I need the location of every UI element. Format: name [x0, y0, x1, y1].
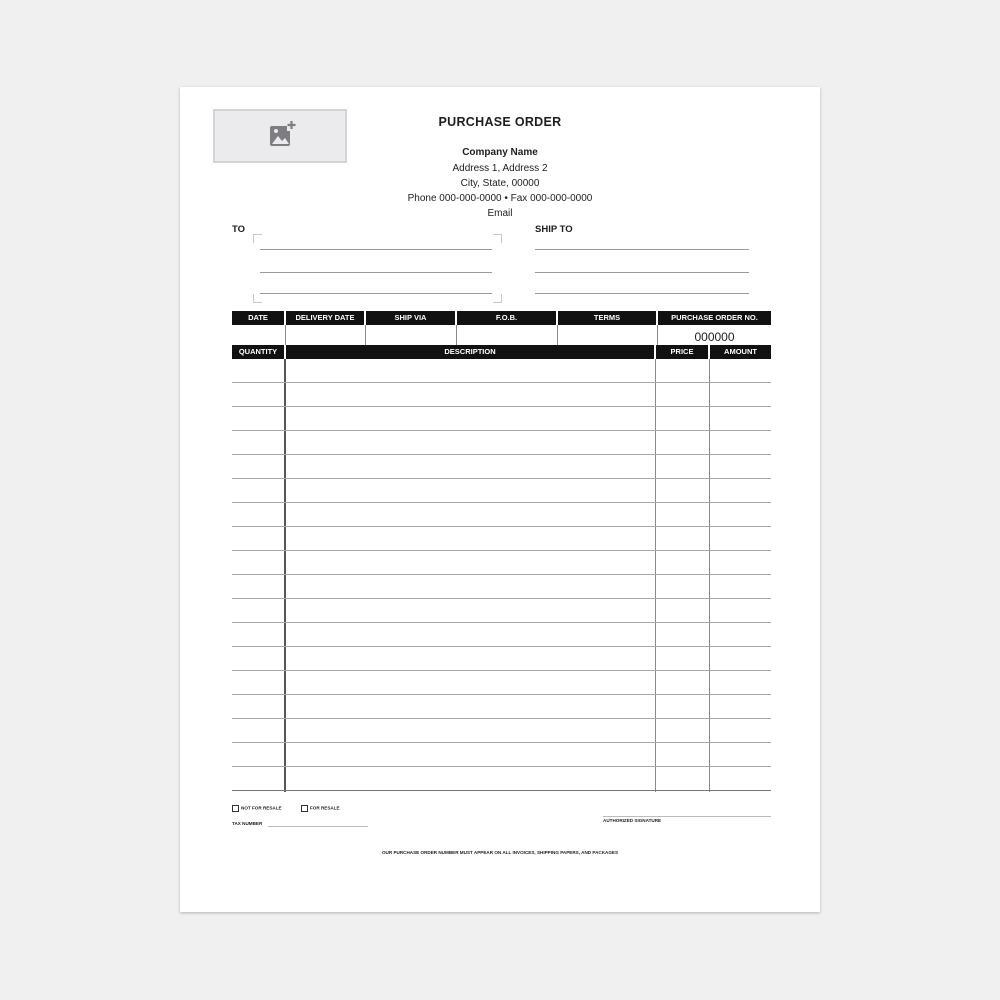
to-field-corner	[253, 294, 262, 303]
header-fob: F.O.B.	[457, 311, 556, 325]
po-number-value[interactable]: 000000	[694, 330, 735, 344]
cell-divider	[365, 325, 366, 345]
tax-number-label: TAX NUMBER	[232, 821, 263, 826]
for-resale-checkbox[interactable]	[301, 805, 308, 812]
header-ship-via: SHIP VIA	[366, 311, 455, 325]
ship-to-address-line[interactable]	[535, 249, 749, 250]
header-amount: AMOUNT	[710, 345, 771, 359]
line-item-row-rule	[232, 718, 771, 719]
authorized-signature-label: AUTHORIZED SIGNATURE	[603, 818, 662, 823]
po-notice: OUR PURCHASE ORDER NUMBER MUST APPEAR ON ALL INVOICES, SHIPPING PAPERS, AND PACKAGES	[381, 850, 619, 855]
purchase-order-sheet	[180, 87, 820, 912]
to-address-line[interactable]	[260, 293, 492, 294]
for-resale-label: FOR RESALE	[310, 805, 340, 811]
ship-to-address-line[interactable]	[535, 272, 749, 273]
line-item-row-rule	[232, 766, 771, 767]
header-date: DATE	[232, 311, 284, 325]
line-item-row-rule	[232, 550, 771, 551]
not-for-resale-label: NOT FOR RESALE	[241, 805, 282, 811]
header-terms: TERMS	[558, 311, 656, 325]
line-item-row-rule	[232, 382, 771, 383]
header-po-number: PURCHASE ORDER NO.	[658, 311, 771, 325]
line-item-row-rule	[232, 526, 771, 527]
company-address: Address 1, Address 2	[452, 163, 548, 174]
line-item-row-rule	[232, 430, 771, 431]
line-item-row-rule	[232, 502, 771, 503]
header-quantity: QUANTITY	[232, 345, 284, 359]
company-phone-fax: Phone 000-000-0000 • Fax 000-000-0000	[407, 193, 593, 204]
quantity-column-divider	[284, 359, 286, 792]
to-field-corner	[493, 294, 502, 303]
amount-column-divider	[709, 359, 710, 792]
line-item-row-rule	[232, 742, 771, 743]
to-field-corner	[253, 234, 262, 243]
to-field-corner	[493, 234, 502, 243]
line-item-row-rule	[232, 598, 771, 599]
line-item-row-rule	[232, 790, 771, 791]
not-for-resale-checkbox[interactable]	[232, 805, 239, 812]
to-label: TO	[232, 224, 246, 235]
for-resale-option[interactable]	[301, 805, 340, 812]
ship-to-label: SHIP TO	[535, 224, 573, 235]
logo-placeholder[interactable]	[213, 109, 347, 163]
tax-number-line[interactable]	[268, 826, 368, 827]
not-for-resale-option[interactable]	[232, 805, 282, 812]
line-item-row-rule	[232, 478, 771, 479]
price-column-divider	[655, 359, 656, 792]
line-item-row-rule	[232, 574, 771, 575]
company-city: City, State, 00000	[460, 178, 540, 189]
document-title: PURCHASE ORDER	[438, 115, 562, 129]
cell-divider	[456, 325, 457, 345]
line-item-row-rule	[232, 406, 771, 407]
header-price: PRICE	[656, 345, 708, 359]
ship-to-address-line[interactable]	[535, 293, 749, 294]
to-address-line[interactable]	[260, 249, 492, 250]
signature-line[interactable]	[603, 816, 771, 817]
line-item-row-rule	[232, 646, 771, 647]
cell-divider	[285, 325, 286, 345]
header-description: DESCRIPTION	[286, 345, 654, 359]
add-image-icon	[268, 120, 296, 150]
cell-divider	[557, 325, 558, 345]
line-item-row-rule	[232, 622, 771, 623]
line-item-row-rule	[232, 694, 771, 695]
header-delivery-date: DELIVERY DATE	[286, 311, 364, 325]
company-email: Email	[487, 208, 513, 219]
line-item-row-rule	[232, 454, 771, 455]
to-address-line[interactable]	[260, 272, 492, 273]
company-name: Company Name	[462, 147, 538, 158]
line-item-row-rule	[232, 670, 771, 671]
